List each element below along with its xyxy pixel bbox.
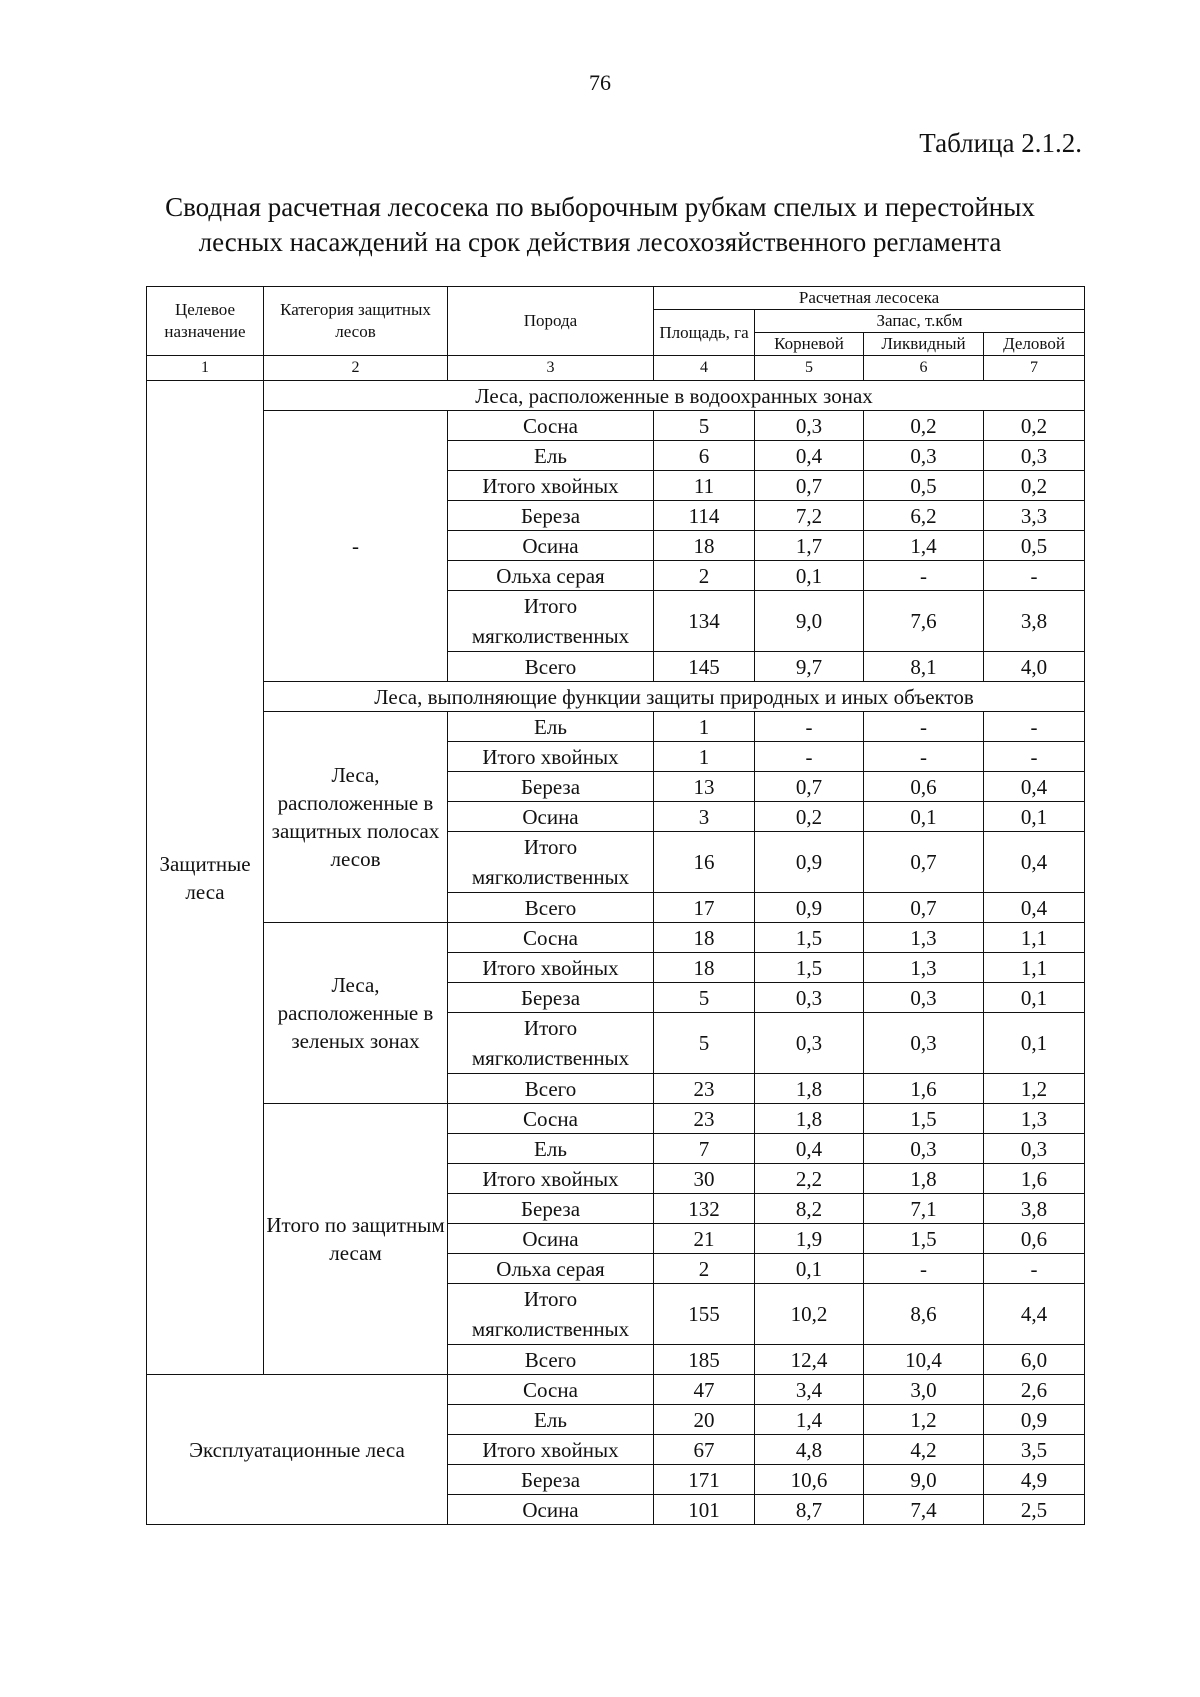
species-cell: Сосна	[448, 411, 654, 441]
liquid-stock-cell: 6,2	[864, 501, 984, 531]
species-cell: Итого мягколиственных	[448, 1013, 654, 1074]
business-stock-cell: 0,2	[984, 471, 1085, 501]
section-row	[147, 381, 1085, 411]
liquid-stock-cell: -	[864, 712, 984, 742]
table-row	[147, 411, 1085, 441]
root-stock-cell: 1,7	[755, 531, 864, 561]
header-root: Корневой	[755, 333, 864, 356]
liquid-stock-cell: 0,7	[864, 893, 984, 923]
liquid-stock-cell: 0,3	[864, 983, 984, 1013]
table-row	[147, 923, 1085, 953]
species-cell: Осина	[448, 802, 654, 832]
area-cell: 23	[654, 1074, 755, 1104]
liquid-stock-cell: 1,6	[864, 1074, 984, 1104]
col-number: 5	[755, 356, 864, 381]
liquid-stock-cell: 7,6	[864, 591, 984, 652]
species-cell: Береза	[448, 501, 654, 531]
liquid-stock-cell: 8,1	[864, 652, 984, 682]
root-stock-cell: 9,0	[755, 591, 864, 652]
liquid-stock-cell: 3,0	[864, 1375, 984, 1405]
header-business: Деловой	[984, 333, 1085, 356]
area-cell: 21	[654, 1224, 755, 1254]
liquid-stock-cell: 7,4	[864, 1495, 984, 1525]
species-cell: Всего	[448, 893, 654, 923]
area-cell: 1	[654, 712, 755, 742]
root-stock-cell: 0,3	[755, 983, 864, 1013]
species-cell: Ель	[448, 1134, 654, 1164]
logging-table	[146, 286, 1085, 1525]
col-number: 1	[147, 356, 264, 381]
root-stock-cell: -	[755, 712, 864, 742]
species-cell: Ель	[448, 712, 654, 742]
col-number: 3	[448, 356, 654, 381]
table-title	[0, 190, 1200, 260]
business-stock-cell: -	[984, 1254, 1085, 1284]
liquid-stock-cell: 1,3	[864, 923, 984, 953]
liquid-stock-cell: 0,6	[864, 772, 984, 802]
business-stock-cell: 3,3	[984, 501, 1085, 531]
species-cell: Итого мягколиственных	[448, 1284, 654, 1345]
species-cell: Береза	[448, 983, 654, 1013]
species-cell: Итого хвойных	[448, 1435, 654, 1465]
area-cell: 1	[654, 742, 755, 772]
business-stock-cell: 1,2	[984, 1074, 1085, 1104]
root-stock-cell: 0,2	[755, 802, 864, 832]
species-cell: Всего	[448, 1074, 654, 1104]
header-area: Площадь, га	[654, 310, 755, 356]
business-stock-cell: 0,1	[984, 802, 1085, 832]
root-stock-cell: 8,7	[755, 1495, 864, 1525]
liquid-stock-cell: 1,2	[864, 1405, 984, 1435]
category-cell: -	[264, 411, 448, 682]
business-stock-cell: 0,4	[984, 893, 1085, 923]
species-cell: Осина	[448, 1224, 654, 1254]
section-title: Леса, расположенные в водоохранных зонах	[264, 381, 1085, 411]
root-stock-cell: -	[755, 742, 864, 772]
area-cell: 30	[654, 1164, 755, 1194]
header-stock: Запас, т.кбм	[755, 310, 1085, 333]
business-stock-cell: 0,3	[984, 1134, 1085, 1164]
business-stock-cell: 3,5	[984, 1435, 1085, 1465]
col-number: 2	[264, 356, 448, 381]
business-stock-cell: 2,6	[984, 1375, 1085, 1405]
root-stock-cell: 10,6	[755, 1465, 864, 1495]
business-stock-cell: 3,8	[984, 1194, 1085, 1224]
business-stock-cell: 0,4	[984, 832, 1085, 893]
root-stock-cell: 0,9	[755, 832, 864, 893]
category-cell: Леса, расположенные в защитных полосах лесов	[264, 712, 448, 923]
category-cell: Итого по защитным лесам	[264, 1104, 448, 1375]
liquid-stock-cell: 0,7	[864, 832, 984, 893]
liquid-stock-cell: 0,5	[864, 471, 984, 501]
business-stock-cell: 0,3	[984, 441, 1085, 471]
header-species: Порода	[448, 287, 654, 356]
root-stock-cell: 0,3	[755, 1013, 864, 1074]
category-cell: Леса, расположенные в зеленых зонах	[264, 923, 448, 1104]
species-cell: Ольха серая	[448, 561, 654, 591]
root-stock-cell: 1,4	[755, 1405, 864, 1435]
area-cell: 20	[654, 1405, 755, 1435]
liquid-stock-cell: 1,4	[864, 531, 984, 561]
area-cell: 16	[654, 832, 755, 893]
species-cell: Сосна	[448, 1375, 654, 1405]
business-stock-cell: 6,0	[984, 1345, 1085, 1375]
root-stock-cell: 10,2	[755, 1284, 864, 1345]
root-stock-cell: 1,5	[755, 953, 864, 983]
liquid-stock-cell: -	[864, 742, 984, 772]
title-line-2: лесных насаждений на срок действия лесохозяйственного регламента	[198, 227, 1002, 257]
table-row	[147, 1375, 1085, 1405]
root-stock-cell: 2,2	[755, 1164, 864, 1194]
root-stock-cell: 0,7	[755, 772, 864, 802]
species-cell: Всего	[448, 652, 654, 682]
root-stock-cell: 1,5	[755, 923, 864, 953]
species-cell: Итого хвойных	[448, 742, 654, 772]
liquid-stock-cell: 0,2	[864, 411, 984, 441]
species-cell: Осина	[448, 1495, 654, 1525]
root-stock-cell: 0,7	[755, 471, 864, 501]
root-stock-cell: 0,3	[755, 411, 864, 441]
area-cell: 2	[654, 561, 755, 591]
section-row	[147, 682, 1085, 712]
business-stock-cell: 1,6	[984, 1164, 1085, 1194]
header-liquid: Ликвидный	[864, 333, 984, 356]
business-stock-cell: 0,6	[984, 1224, 1085, 1254]
area-cell: 171	[654, 1465, 755, 1495]
species-cell: Итого хвойных	[448, 1164, 654, 1194]
area-cell: 114	[654, 501, 755, 531]
root-stock-cell: 0,1	[755, 561, 864, 591]
business-stock-cell: 1,1	[984, 923, 1085, 953]
species-cell: Итого хвойных	[448, 953, 654, 983]
purpose-exploitation: Эксплуатационные леса	[147, 1375, 448, 1525]
root-stock-cell: 1,9	[755, 1224, 864, 1254]
area-cell: 18	[654, 953, 755, 983]
liquid-stock-cell: 0,1	[864, 802, 984, 832]
liquid-stock-cell: 0,3	[864, 1134, 984, 1164]
species-cell: Ель	[448, 1405, 654, 1435]
area-cell: 23	[654, 1104, 755, 1134]
liquid-stock-cell: 9,0	[864, 1465, 984, 1495]
liquid-stock-cell: 1,5	[864, 1224, 984, 1254]
root-stock-cell: 3,4	[755, 1375, 864, 1405]
liquid-stock-cell: -	[864, 1254, 984, 1284]
species-cell: Всего	[448, 1345, 654, 1375]
area-cell: 2	[654, 1254, 755, 1284]
table-label: Таблица 2.1.2.	[919, 128, 1082, 158]
root-stock-cell: 4,8	[755, 1435, 864, 1465]
business-stock-cell: 1,3	[984, 1104, 1085, 1134]
area-cell: 11	[654, 471, 755, 501]
root-stock-cell: 1,8	[755, 1074, 864, 1104]
area-cell: 5	[654, 1013, 755, 1074]
root-stock-cell: 8,2	[755, 1194, 864, 1224]
area-cell: 185	[654, 1345, 755, 1375]
business-stock-cell: -	[984, 561, 1085, 591]
page-number: 76	[589, 70, 611, 95]
root-stock-cell: 1,8	[755, 1104, 864, 1134]
area-cell: 5	[654, 983, 755, 1013]
liquid-stock-cell: 8,6	[864, 1284, 984, 1345]
col-number: 7	[984, 356, 1085, 381]
species-cell: Ольха серая	[448, 1254, 654, 1284]
root-stock-cell: 0,9	[755, 893, 864, 923]
purpose-protective: Защитные леса	[147, 381, 264, 1375]
business-stock-cell: 0,1	[984, 1013, 1085, 1074]
area-cell: 6	[654, 441, 755, 471]
root-stock-cell: 0,4	[755, 441, 864, 471]
species-cell: Сосна	[448, 1104, 654, 1134]
liquid-stock-cell: -	[864, 561, 984, 591]
species-cell: Итого мягколиственных	[448, 591, 654, 652]
area-cell: 5	[654, 411, 755, 441]
liquid-stock-cell: 4,2	[864, 1435, 984, 1465]
species-cell: Итого мягколиственных	[448, 832, 654, 893]
area-cell: 145	[654, 652, 755, 682]
title-line-1: Сводная расчетная лесосека по выборочным рубкам спелых и перестойных	[165, 192, 1035, 222]
species-cell: Береза	[448, 1194, 654, 1224]
area-cell: 13	[654, 772, 755, 802]
business-stock-cell: 0,2	[984, 411, 1085, 441]
area-cell: 17	[654, 893, 755, 923]
business-stock-cell: -	[984, 712, 1085, 742]
liquid-stock-cell: 1,3	[864, 953, 984, 983]
species-cell: Сосна	[448, 923, 654, 953]
liquid-stock-cell: 7,1	[864, 1194, 984, 1224]
area-cell: 67	[654, 1435, 755, 1465]
area-cell: 3	[654, 802, 755, 832]
table-row	[147, 712, 1085, 742]
area-cell: 101	[654, 1495, 755, 1525]
root-stock-cell: 0,4	[755, 1134, 864, 1164]
area-cell: 47	[654, 1375, 755, 1405]
header-category: Категория защитных лесов	[264, 287, 448, 356]
root-stock-cell: 0,1	[755, 1254, 864, 1284]
root-stock-cell: 12,4	[755, 1345, 864, 1375]
header-purpose: Целевое назначение	[147, 287, 264, 356]
species-cell: Ель	[448, 441, 654, 471]
business-stock-cell: 4,4	[984, 1284, 1085, 1345]
liquid-stock-cell: 0,3	[864, 1013, 984, 1074]
business-stock-cell: 4,0	[984, 652, 1085, 682]
species-cell: Береза	[448, 772, 654, 802]
area-cell: 155	[654, 1284, 755, 1345]
business-stock-cell: 0,9	[984, 1405, 1085, 1435]
business-stock-cell: -	[984, 742, 1085, 772]
area-cell: 132	[654, 1194, 755, 1224]
col-number: 4	[654, 356, 755, 381]
area-cell: 7	[654, 1134, 755, 1164]
business-stock-cell: 4,9	[984, 1465, 1085, 1495]
liquid-stock-cell: 1,8	[864, 1164, 984, 1194]
area-cell: 18	[654, 531, 755, 561]
species-cell: Береза	[448, 1465, 654, 1495]
business-stock-cell: 3,8	[984, 591, 1085, 652]
business-stock-cell: 1,1	[984, 953, 1085, 983]
area-cell: 134	[654, 591, 755, 652]
liquid-stock-cell: 0,3	[864, 441, 984, 471]
species-cell: Итого хвойных	[448, 471, 654, 501]
section-title: Леса, выполняющие функции защиты природных и иных объектов	[264, 682, 1085, 712]
liquid-stock-cell: 10,4	[864, 1345, 984, 1375]
business-stock-cell: 0,5	[984, 531, 1085, 561]
liquid-stock-cell: 1,5	[864, 1104, 984, 1134]
header-calc: Расчетная лесосека	[654, 287, 1085, 310]
col-number: 6	[864, 356, 984, 381]
business-stock-cell: 0,1	[984, 983, 1085, 1013]
species-cell: Осина	[448, 531, 654, 561]
root-stock-cell: 7,2	[755, 501, 864, 531]
table-row	[147, 1104, 1085, 1134]
area-cell: 18	[654, 923, 755, 953]
business-stock-cell: 2,5	[984, 1495, 1085, 1525]
business-stock-cell: 0,4	[984, 772, 1085, 802]
root-stock-cell: 9,7	[755, 652, 864, 682]
